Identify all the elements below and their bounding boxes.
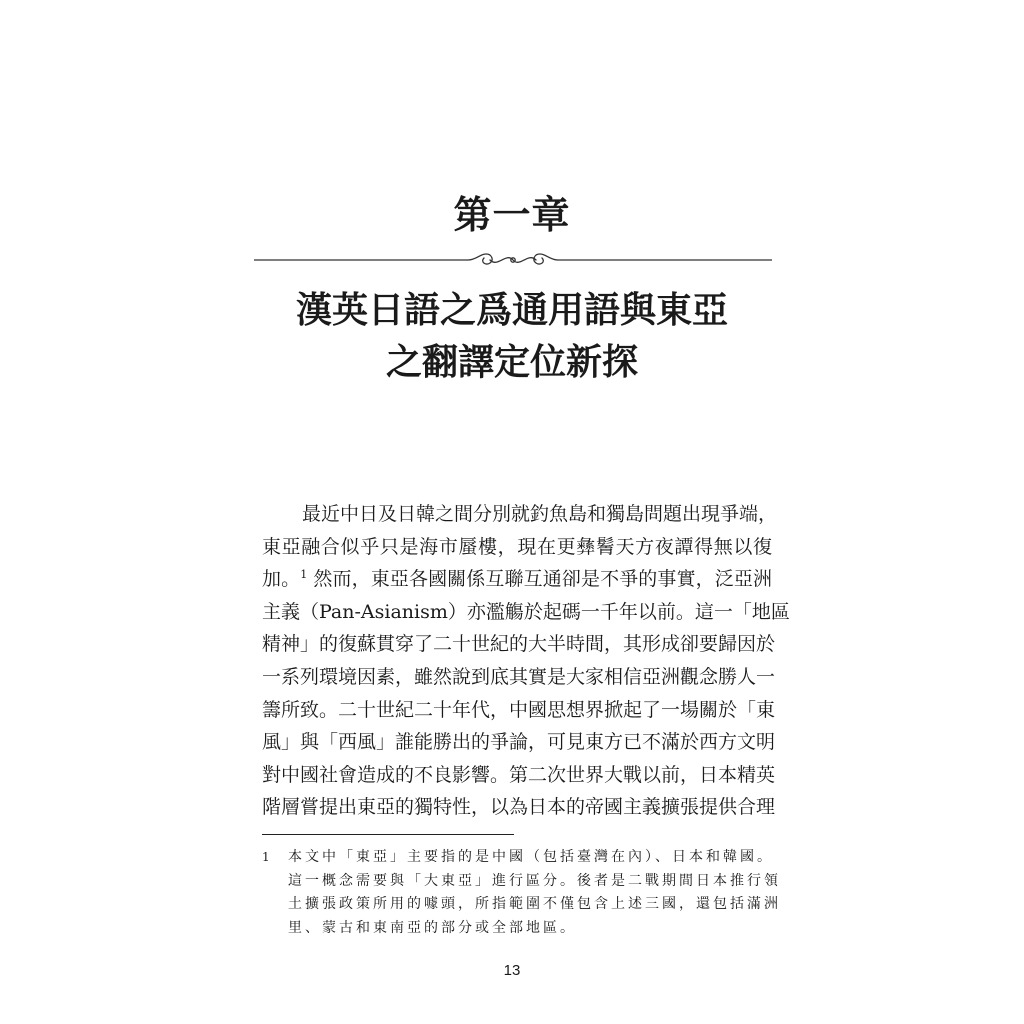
body-line-3-rest: 然而，東亞各國關係互聯互通卻是不爭的事實，泛亞洲 (307, 568, 772, 591)
body-line-10: 階層嘗提出東亞的獨特性，以為日本的帝國主義擴張提供合理 (262, 796, 776, 819)
body-line-6: 一系列環境因素，雖然說到底其實是大家相信亞洲觀念勝人一 (262, 665, 776, 688)
body-line-5: 精神」的復蘇貫穿了二十世紀的大半時間，其形成卻要歸因於 (262, 633, 776, 656)
body-line-7: 籌所致。二十世紀二十年代，中國思想界掀起了一場關於「東 (262, 698, 776, 721)
footnote-text (288, 846, 781, 940)
page-number: 13 (503, 962, 521, 979)
footnote-separator (262, 834, 514, 835)
footnote-line-1: 本文中「東亞」主要指的是中國（包括臺灣在內）、日本和韓國。 (288, 849, 774, 865)
footnote-marker: 1 (262, 850, 270, 864)
body-line-1: 最近中日及日韓之間分別就釣魚島和獨島問題出現爭端， (302, 503, 778, 525)
footnote-line-2: 這一概念需要與「大東亞」進行區分。後者是二戰期間日本推行領 (288, 872, 781, 889)
chapter-label: 第一章 (453, 192, 571, 237)
section-title-line-1: 漢英日語之爲通用語與東亞 (295, 289, 728, 331)
body-line-8: 風」與「西風」誰能勝出的爭論，可見東方已不滿於西方文明 (262, 731, 776, 754)
footnote-reference[interactable]: 1 (300, 568, 308, 582)
body-line-3 (262, 563, 772, 596)
body-line-9: 對中國社會造成的不良影響。第二次世界大戰以前，日本精英 (262, 763, 776, 786)
ornament-divider-icon (254, 248, 772, 272)
section-title-line-2: 之翻譯定位新探 (385, 341, 638, 383)
footnote-line-3: 土擴張政策所用的噱頭，所指範圍不僅包含上述三國，還包括滿洲 (288, 896, 781, 913)
body-line-2: 東亞融合似乎只是海市蜃樓，現在更彝鬌天方夜譚得無以復 (262, 535, 772, 558)
section-title (0, 284, 1024, 388)
body-line-4: 主義（Pan-Asianism）亦濫觴於起碼一千年以前。這一「地區 (262, 600, 790, 623)
footnote-line-4: 里、蒙古和東南亞的部分或全部地區。 (288, 919, 577, 936)
body-line-3-start: 加。 (262, 568, 301, 591)
body-paragraph (262, 498, 790, 824)
